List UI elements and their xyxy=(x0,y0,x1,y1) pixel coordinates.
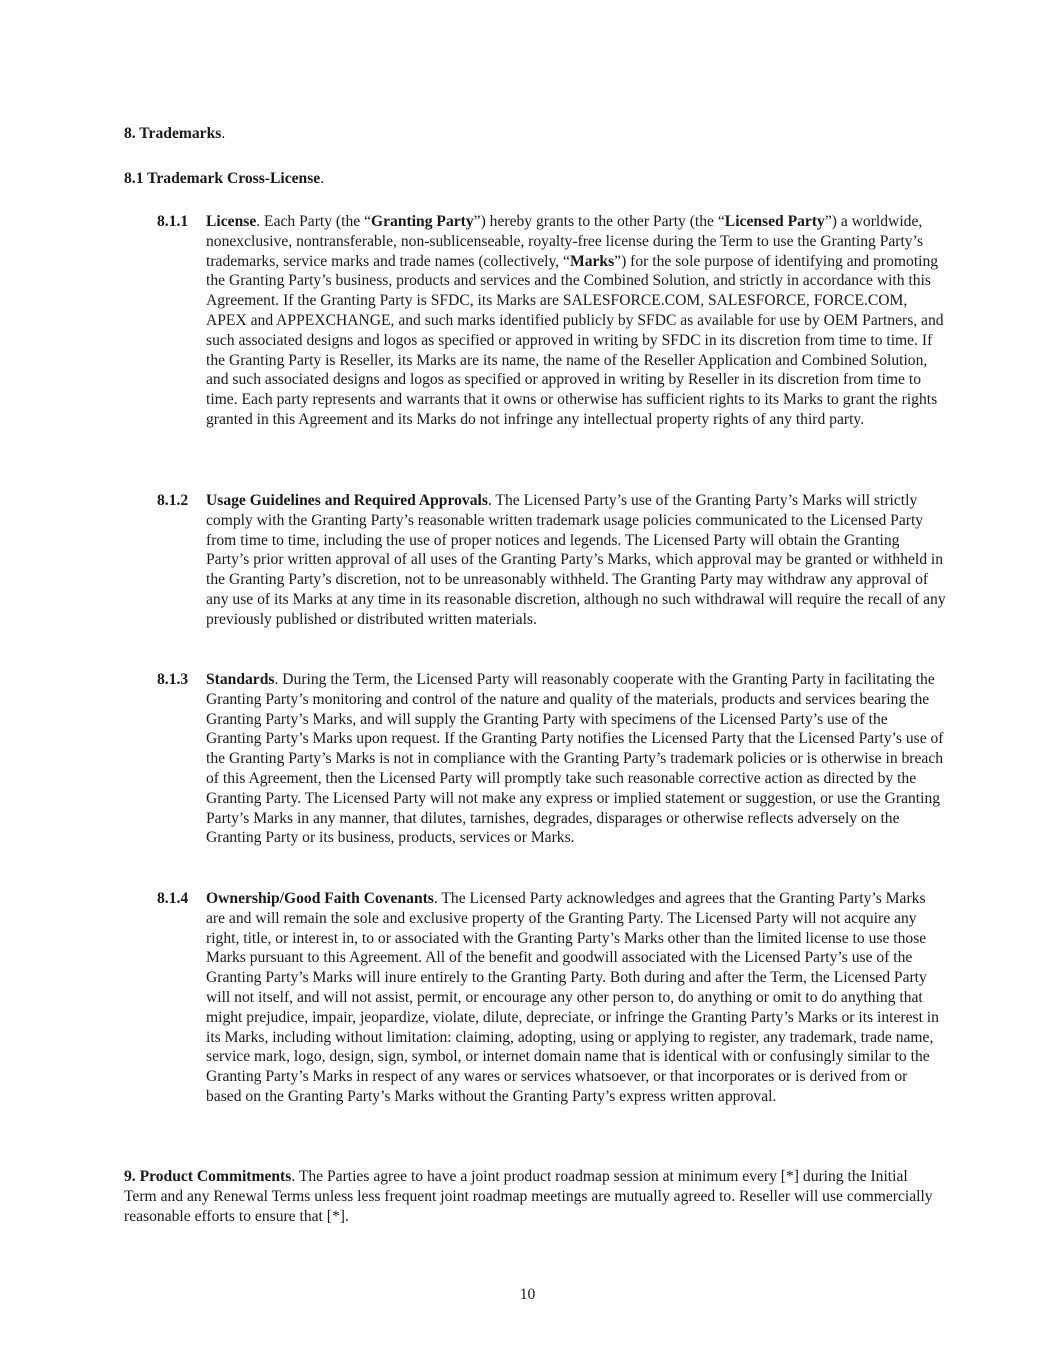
clause-text: . Each Party (the “ xyxy=(256,213,371,230)
clause-body xyxy=(206,491,946,630)
clause-number: 8.1.1 xyxy=(157,213,189,230)
page-number: 10 xyxy=(519,1286,536,1303)
section-8-1-title: 8.1 Trademark Cross-License xyxy=(124,170,321,187)
clause-number: 8.1.3 xyxy=(157,671,189,688)
defined-term: Licensed Party xyxy=(724,213,825,230)
section-8-heading xyxy=(124,124,225,144)
clause-text: ”) hereby grants to the other Party (the “ xyxy=(473,213,725,230)
clause-body xyxy=(206,889,946,1107)
defined-term: Marks xyxy=(569,252,615,270)
clause-text: . During the Term, the Licensed Party will reasonably cooperate with the Granting Party in facilitating the Granting Party’s monitoring and control of the nature and quality of the materials, products and services bearing the Granting Party’s Marks, and will supply the Granting Party with specimens of the Licensed Party’s use of the Granting Party’s Marks upon request. If the Granting Party notifies the Licensed Party that the Licensed Party’s use of the Granting Party’s Marks is not in compliance with the Granting Party’s trademark policies or is otherwise in breach of this Agreement, then the Licensed Party will promptly take such reasonable corrective action as directed by the Granting Party. The Licensed Party will not make any express or implied statement or suggestion, or use the Granting Party’s Marks in any manner, that dilutes, tarnishes, degrades, disparages or otherwise reflects adversely on the Granting Party or its business, products, services or Marks. xyxy=(206,671,944,847)
clause-text: . The Licensed Party’s use of the Granting Party’s Marks will strictly comply with the Granting Party’s reasonable written trademark usage policies communicated to the Licensed Party from time to time, including the use of proper notices and legends. The Licensed Party will obtain the Granting Party’s prior written approval of all uses of the Granting Party’s Marks, which approval may be granted or withheld in the Granting Party’s discretion, not to be unreasonably withheld. The Granting Party may withdraw any approval of any use of its Marks at any time in its reasonable discretion, although no such withdrawal will require the recall of any previously published or distributed written materials. xyxy=(206,492,946,628)
section-8-1-trail: . xyxy=(320,170,325,187)
clause-text: ”) a worldwide, nonexclusive, nontransferable, non-sublicenseable, royalty-free license during the Term to use the Granting Party’s trademarks, service marks and trade names (collectively, “ xyxy=(206,213,924,270)
section-8-title: 8. Trademarks xyxy=(124,125,222,142)
clause-body xyxy=(206,212,946,430)
clause-number: 8.1.2 xyxy=(157,492,189,509)
section-8-trail: . xyxy=(221,125,226,142)
section-9-paragraph xyxy=(124,1167,934,1226)
clause-title: Standards xyxy=(206,671,275,688)
section-9-title: 9. Product Commitments xyxy=(124,1168,292,1185)
clause-title: Ownership/Good Faith Covenants xyxy=(206,890,434,907)
clause-body xyxy=(206,670,946,848)
clause-title: Usage Guidelines and Required Approvals xyxy=(206,492,488,509)
section-8-1-heading xyxy=(124,169,324,189)
clause-title: License xyxy=(206,213,257,230)
defined-term: Granting Party xyxy=(371,213,474,230)
clause-text: ”) for the sole purpose of identifying and promoting the Granting Party’s business, products and services and the Combined Solution, and strictly in accordance with this Agreement. If the Granting Party is SFDC, its Marks are SALESFORCE.COM, SALESFORCE, FORCE.COM, APEX and APPEXCHANGE, and such marks identified publicly by SFDC as available for use by OEM Partners, and such associated designs and logos as specified or approved in writing by SFDC in its discretion from time to time. If the Granting Party is Reseller, its Marks are its name, the name of the Reseller Application and Combined Solution, and such associated designs and logos as specified or approved in writing by Reseller in its discretion from time to time. Each party represents and warrants that it owns or otherwise has sufficient rights to its Marks to grant the rights granted in this Agreement and its Marks do not infringe any intellectual property rights of any third party. xyxy=(206,252,944,428)
clause-number: 8.1.4 xyxy=(157,890,189,907)
clause-text: . The Licensed Party acknowledges and agrees that the Granting Party’s Marks are and will remain the sole and exclusive property of the Granting Party. The Licensed Party will not acquire any right, title, or interest in, to or associated with the Granting Party’s Marks other than the limited license to use those Marks pursuant to this Agreement. All of the benefit and goodwill associated with the Licensed Party’s use of the Granting Party’s Marks will inure entirely to the Granting Party. Both during and after the Term, the Licensed Party will not itself, and will not assist, permit, or encourage any other person to, do anything or omit to do anything that might prejudice, impair, jeopardize, violate, dilute, depreciate, or infringe the Granting Party’s Marks or its interest in its Marks, including without limitation: claiming, adopting, using or applying to register, any trademark, trade name, service mark, logo, design, sign, symbol, or internet domain name that is identical with or confusingly similar to the Granting Party’s Marks in respect of any wares or services whatsoever, or that incorporates or is derived from or based on the Granting Party’s Marks without the Granting Party’s express written approval. xyxy=(206,890,939,1105)
section-9-text: . The Parties agree to have a joint product roadmap session at minimum every [*] during the Initial Term and any Renewal Terms unless less frequent joint roadmap meetings are mutually agreed to. Reseller will use commercially reasonable efforts to ensure that [*]. xyxy=(124,1168,933,1225)
